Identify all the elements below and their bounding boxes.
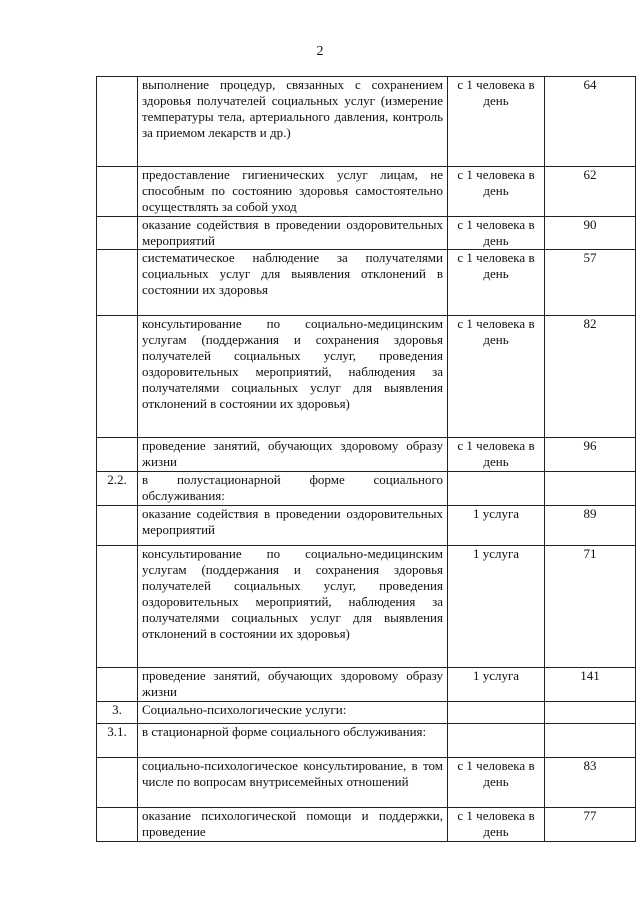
service-description-cell: в стационарной форме социального обслуживания: bbox=[138, 724, 448, 758]
table-row bbox=[97, 167, 636, 217]
tariff-value-cell bbox=[545, 724, 636, 758]
unit-cell: 1 услуга bbox=[448, 668, 545, 702]
unit-cell: с 1 человека в день bbox=[448, 77, 545, 167]
service-description-cell: социально-психологическое консультирование, в том числе по вопросам внутрисемейных отношений bbox=[138, 758, 448, 808]
table-row bbox=[97, 506, 636, 546]
tariff-value-cell: 90 bbox=[545, 217, 636, 250]
service-description-cell: консультирование по социально-медицинским услугам (поддержания и сохранения здоровья получателей социальных услуг, проведения оздоровительных мероприятий, наблюдения за получателями социальных услуг для выявления отклонений в состоянии их здоровья) bbox=[138, 316, 448, 438]
row-number-cell: 3.1. bbox=[97, 724, 138, 758]
unit-cell: с 1 человека в день bbox=[448, 808, 545, 842]
table-row bbox=[97, 438, 636, 472]
table-row bbox=[97, 250, 636, 316]
row-number-cell bbox=[97, 217, 138, 250]
service-description-cell: оказание содействия в проведении оздоровительных мероприятий bbox=[138, 217, 448, 250]
row-number-cell bbox=[97, 546, 138, 668]
table-row bbox=[97, 316, 636, 438]
row-number-cell bbox=[97, 758, 138, 808]
service-description-cell: предоставление гигиенических услуг лицам, не способным по состоянию здоровья самостоятельно осуществлять за собой уход bbox=[138, 167, 448, 217]
service-description-cell: оказание психологической помощи и поддержки, проведение bbox=[138, 808, 448, 842]
services-table bbox=[96, 76, 636, 842]
table-row bbox=[97, 808, 636, 842]
row-number-cell bbox=[97, 808, 138, 842]
tariff-value-cell: 62 bbox=[545, 167, 636, 217]
service-description-cell: выполнение процедур, связанных с сохранением здоровья получателей социальных услуг (измерение температуры тела, артериального давления, контроль за приемом лекарств и др.) bbox=[138, 77, 448, 167]
unit-cell bbox=[448, 724, 545, 758]
service-description-cell: консультирование по социально-медицинским услугам (поддержания и сохранения здоровья получателей социальных услуг, проведения оздоровительных мероприятий, наблюдения за получателями социальных услуг для выявления отклонений в состоянии их здоровья) bbox=[138, 546, 448, 668]
unit-cell: с 1 человека в день bbox=[448, 316, 545, 438]
tariff-value-cell: 71 bbox=[545, 546, 636, 668]
tariff-value-cell: 89 bbox=[545, 506, 636, 546]
unit-cell: с 1 человека в день bbox=[448, 758, 545, 808]
unit-cell: с 1 человека в день bbox=[448, 438, 545, 472]
row-number-cell: 3. bbox=[97, 702, 138, 724]
service-description-cell: проведение занятий, обучающих здоровому образу жизни bbox=[138, 438, 448, 472]
tariff-value-cell: 64 bbox=[545, 77, 636, 167]
row-number-cell bbox=[97, 167, 138, 217]
tariff-value-cell: 82 bbox=[545, 316, 636, 438]
table-row bbox=[97, 77, 636, 167]
table-row bbox=[97, 472, 636, 506]
tariff-value-cell bbox=[545, 702, 636, 724]
tariff-value-cell: 96 bbox=[545, 438, 636, 472]
service-description-cell: проведение занятий, обучающих здоровому образу жизни bbox=[138, 668, 448, 702]
row-number-cell bbox=[97, 438, 138, 472]
unit-cell bbox=[448, 702, 545, 724]
tariff-value-cell: 83 bbox=[545, 758, 636, 808]
table-row bbox=[97, 758, 636, 808]
tariff-value-cell bbox=[545, 472, 636, 506]
row-number-cell bbox=[97, 77, 138, 167]
unit-cell bbox=[448, 472, 545, 506]
row-number-cell bbox=[97, 250, 138, 316]
table-row bbox=[97, 724, 636, 758]
service-description-cell: оказание содействия в проведении оздоровительных мероприятий bbox=[138, 506, 448, 546]
service-description-cell: систематическое наблюдение за получателями социальных услуг для выявления отклонений в состоянии их здоровья bbox=[138, 250, 448, 316]
service-description-cell: Социально-психологические услуги: bbox=[138, 702, 448, 724]
service-description-cell: в полустационарной форме социального обслуживания: bbox=[138, 472, 448, 506]
tariff-value-cell: 57 bbox=[545, 250, 636, 316]
unit-cell: с 1 человека в день bbox=[448, 167, 545, 217]
tariff-value-cell: 141 bbox=[545, 668, 636, 702]
row-number-cell bbox=[97, 316, 138, 438]
table-row bbox=[97, 217, 636, 250]
table-row bbox=[97, 702, 636, 724]
page-number: 2 bbox=[316, 44, 324, 59]
table-row bbox=[97, 546, 636, 668]
unit-cell: 1 услуга bbox=[448, 506, 545, 546]
table-row bbox=[97, 668, 636, 702]
services-table-body bbox=[97, 77, 636, 842]
row-number-cell bbox=[97, 668, 138, 702]
row-number-cell: 2.2. bbox=[97, 472, 138, 506]
row-number-cell bbox=[97, 506, 138, 546]
unit-cell: с 1 человека в день bbox=[448, 217, 545, 250]
tariff-value-cell: 77 bbox=[545, 808, 636, 842]
unit-cell: с 1 человека в день bbox=[448, 250, 545, 316]
unit-cell: 1 услуга bbox=[448, 546, 545, 668]
